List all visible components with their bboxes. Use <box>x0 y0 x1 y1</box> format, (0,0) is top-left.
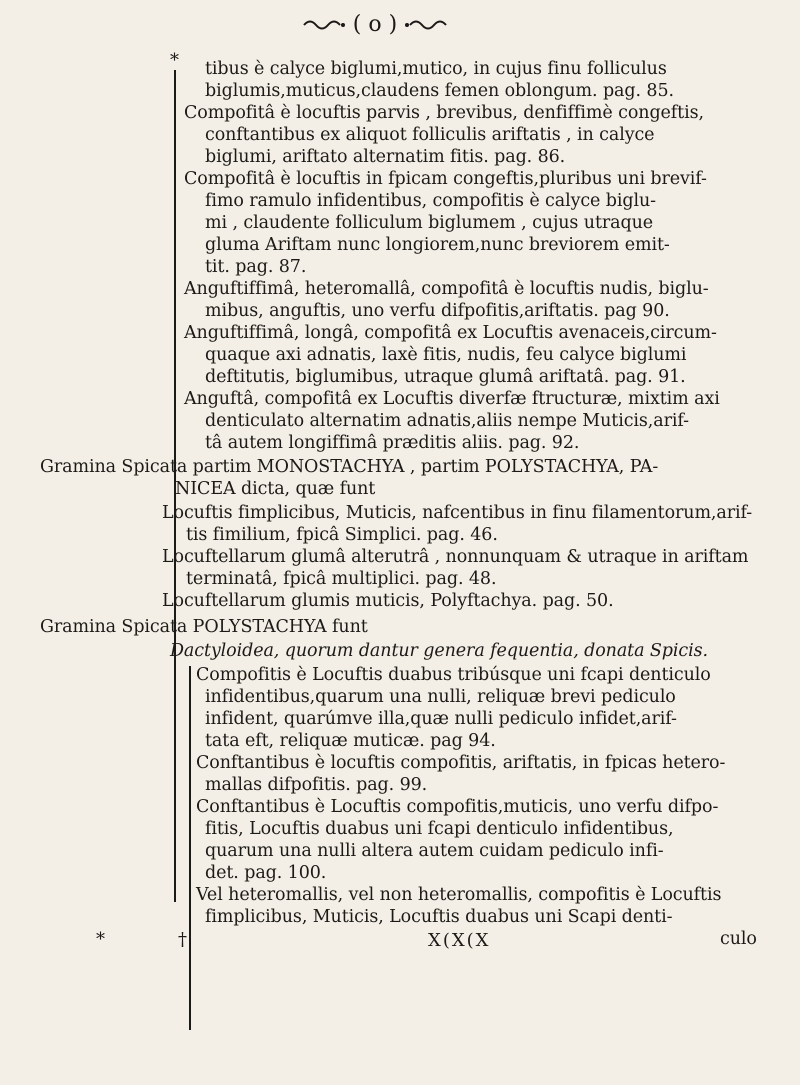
text-line: denticulato alternatim adnatis,aliis nempe Muticis,arif- <box>205 411 689 431</box>
text-line: terminatâ, fpicâ multiplici. pag. 48. <box>186 569 497 589</box>
text-line: tata eft, reliquæ muticæ. pag 94. <box>205 731 496 751</box>
text-line: mibus, anguftis, uno verfu difpofitis,ariftatis. pag 90. <box>205 301 670 321</box>
text-line: tâ autem longiffimâ præditis aliis. pag. 92. <box>205 433 580 453</box>
page-marker: ( o ) <box>352 12 398 37</box>
text-line: fimo ramulo infidentibus, compofitis è calyce biglu- <box>205 191 656 211</box>
left-ornament-icon <box>302 18 346 32</box>
text-line: Vel heteromallis, vel non heteromallis, compofitis è Locuftis <box>196 885 722 905</box>
text-line: mallas difpofitis. pag. 99. <box>205 775 428 795</box>
text-line: fimplicibus, Muticis, Locuftis duabus uni Scapi denti- <box>205 907 673 927</box>
text-line: deftitutis, biglumibus, utraque glumâ ariftatâ. pag. 91. <box>205 367 686 387</box>
text-line: Conftantibus è Locuftis compofitis,muticis, uno verfu difpo- <box>196 797 719 817</box>
text-line: Compofitâ è locuftis parvis , brevibus, denfiffimè congeftis, <box>184 103 704 123</box>
text-line: Anguftâ, compofitâ ex Locuftis diverfæ ftructuræ, mixtim axi <box>184 389 720 409</box>
section-heading: Gramina Spicata POLYSTACHYA funt <box>40 617 368 637</box>
inner-brace <box>189 666 191 1030</box>
text-line: Anguftiffimâ, heteromallâ, compofitâ è locuftis nudis, biglu- <box>184 279 709 299</box>
section-heading: Gramina Spicata partim MONOSTACHYA , partim POLYSTACHYA, PA- <box>40 457 659 477</box>
text-line: biglumi, ariftato alternatim fitis. pag. 86. <box>205 147 566 167</box>
text-line: det. pag. 100. <box>205 863 327 883</box>
text-line: conftantibus ex aliquot folliculis ariftatis , in calyce <box>205 125 655 145</box>
text-line: mi , claudente folliculum biglumem , cujus utraque <box>205 213 654 233</box>
text-line: infidentibus,quarum una nulli, reliquæ brevi pediculo <box>205 687 676 707</box>
signature-mark: X(X(X <box>428 930 491 951</box>
text-line: Anguftiffimâ, longâ, compofitâ ex Locuftis avenaceis,circum- <box>184 323 717 343</box>
text-line: NICEA dicta, quæ funt <box>175 479 376 499</box>
text-line: tit. pag. 87. <box>205 257 307 277</box>
page-header <box>270 12 480 46</box>
text-line: Compofitis è Locuftis duabus tribúsque uni fcapi denticulo <box>196 665 711 685</box>
text-line: quaque axi adnatis, laxè fitis, nudis, feu calyce biglumi <box>205 345 687 365</box>
text-line: tis fimilium, fpicâ Simplici. pag. 46. <box>186 525 498 545</box>
asterisk-mark: * <box>96 929 105 950</box>
text-line: Conftantibus è locuftis compofitis, ariftatis, in fpicas hetero- <box>196 753 726 773</box>
text-line: quarum una nulli altera autem cuidam pediculo infi- <box>205 841 664 861</box>
text-line: Locuftellarum glumâ alterutrâ , nonnunquam & utraque in ariftam <box>162 547 749 567</box>
text-line: Locuftis fimplicibus, Muticis, nafcentibus in finu filamentorum,arif- <box>162 503 753 523</box>
text-line: gluma Ariftam nunc longiorem,nunc breviorem emit- <box>205 235 670 255</box>
catchword: culo <box>720 929 757 949</box>
asterisk-mark: * <box>170 50 179 71</box>
text-line: Locuftellarum glumis muticis, Polyftachya. pag. 50. <box>162 591 614 611</box>
text-line: tibus è calyce biglumi,mutico, in cujus finu folliculus <box>205 59 667 79</box>
right-ornament-icon <box>404 18 448 32</box>
text-line: Dactyloidea, quorum dantur genera fequentia, donata Spicis. <box>170 641 708 661</box>
text-line: Compofitâ è locuftis in fpicam congeftis,pluribus uni brevif- <box>184 169 707 189</box>
text-line: biglumis,muticus,claudens femen oblongum. pag. 85. <box>205 81 674 101</box>
text-line: infident, quarúmve illa,quæ nulli pediculo infidet,arif- <box>205 709 677 729</box>
dagger-mark: † <box>178 929 187 950</box>
text-line: fitis, Locuftis duabus uni fcapi denticulo infidentibus, <box>205 819 674 839</box>
